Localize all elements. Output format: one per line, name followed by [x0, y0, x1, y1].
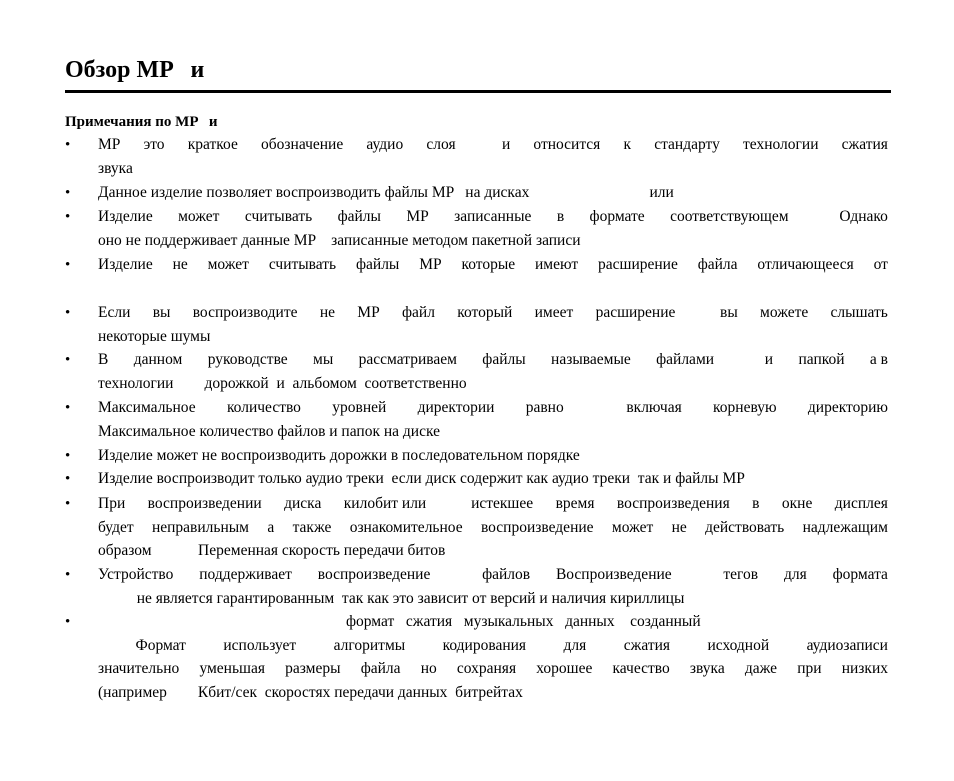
- note-line: [98, 448, 888, 464]
- note-word: уровней: [332, 399, 387, 416]
- note-word: папкой: [798, 351, 845, 368]
- note-word: сжатия: [623, 636, 671, 654]
- note-word: Воспроизведение: [555, 566, 672, 583]
- note-word: который: [457, 304, 513, 321]
- note-word: время: [555, 495, 595, 512]
- note-word: формата: [832, 566, 888, 583]
- note-word: отличающееся: [757, 256, 854, 273]
- note-word: может: [611, 518, 654, 536]
- note-word: Устройство: [98, 566, 174, 583]
- bullet-marker: •: [65, 257, 71, 273]
- note-word: Формат: [135, 636, 186, 654]
- note-word: исходной: [707, 636, 770, 654]
- note-line: [98, 614, 888, 630]
- note-word: неправильным: [151, 518, 249, 536]
- note-word: качество: [612, 660, 670, 677]
- note-word: аудио: [366, 136, 404, 153]
- note-word: не: [319, 304, 335, 321]
- note-word: соответствующем: [670, 208, 789, 225]
- page-title: Обзор MP и: [65, 57, 205, 83]
- note-word: включая: [626, 399, 682, 416]
- note-word: килобит или: [343, 495, 427, 512]
- note-line: [98, 661, 888, 677]
- note-word: вы: [720, 304, 738, 321]
- note-word: формате: [589, 208, 645, 225]
- note-word: и: [764, 351, 774, 368]
- note-text: формат сжатия музыкальных данных созданный: [98, 613, 701, 630]
- note-word: руководстве: [207, 351, 288, 368]
- note-word: В: [98, 351, 109, 368]
- note-word: MP: [406, 208, 429, 225]
- note-word: также: [292, 518, 332, 536]
- note-word: в: [752, 495, 760, 512]
- note-word: записанные: [454, 208, 532, 225]
- note-word: сохраняя: [456, 660, 517, 677]
- note-word: обозначение: [261, 136, 344, 153]
- note-word: файлы: [337, 208, 381, 225]
- bullet-marker: •: [65, 185, 71, 201]
- note-word: файл: [402, 304, 435, 321]
- note-word: считывать: [244, 208, 313, 225]
- note-word: к: [623, 136, 632, 153]
- note-word: относится: [533, 136, 601, 153]
- title-underline: [65, 90, 891, 93]
- note-word: файлов: [482, 566, 531, 583]
- note-word: имеют: [535, 256, 579, 273]
- note-line: [98, 329, 888, 345]
- note-line: [98, 305, 888, 321]
- note-word: сжатия: [841, 136, 888, 153]
- note-text: Изделие может не воспроизводить дорожки в последовательном порядке: [98, 447, 580, 464]
- note-word: диска: [284, 495, 322, 512]
- note-word: ознакомительное: [349, 518, 463, 536]
- note-line: [98, 185, 888, 201]
- note-line: [98, 257, 888, 273]
- note-line: [98, 376, 888, 392]
- bullet-marker: •: [65, 209, 71, 225]
- note-word: окне: [781, 495, 813, 512]
- note-line: [98, 209, 888, 225]
- note-text: Данное изделие позволяет воспроизводить файлы MP на дисках или: [98, 184, 674, 201]
- note-word: дисплея: [834, 495, 888, 512]
- note-word: алгоритмы: [333, 636, 406, 654]
- note-word: может: [207, 256, 249, 273]
- note-word: расширение: [598, 256, 678, 273]
- note-text: Максимальное количество файлов и папок на диске: [98, 422, 440, 440]
- bullet-marker: •: [65, 352, 71, 368]
- note-word: истекшее: [471, 495, 534, 512]
- note-word: директорию: [807, 399, 888, 416]
- note-word: низких: [841, 660, 888, 677]
- note-word: не: [172, 256, 188, 273]
- note-text: Изделие воспроизводит только аудио треки если диск содержит как аудио треки так и файлы MP: [98, 470, 745, 487]
- note-line: [98, 591, 888, 607]
- note-word: звука: [689, 660, 725, 677]
- note-word: воспроизведении: [147, 495, 262, 512]
- note-word: рассматриваем: [358, 351, 457, 368]
- section-heading: Примечания по MP и: [65, 114, 218, 130]
- note-word: для: [563, 636, 587, 654]
- note-word: корневую: [713, 399, 777, 416]
- bullet-marker: •: [65, 567, 71, 583]
- note-word: надлежащим: [802, 518, 888, 536]
- note-word: слышать: [830, 304, 888, 321]
- note-text: (например Кбит/сек скоростях передачи данных битрейтах: [98, 683, 523, 701]
- note-word: слоя: [426, 136, 456, 153]
- note-word: вы: [152, 304, 171, 321]
- note-word: Если: [98, 304, 131, 321]
- note-word: стандарту: [654, 136, 720, 153]
- note-word: файла: [360, 660, 401, 677]
- note-word: директории: [417, 399, 495, 416]
- note-line: [98, 233, 888, 249]
- bullet-marker: •: [65, 471, 71, 487]
- note-word: уменьшая: [199, 660, 265, 677]
- bullet-marker: •: [65, 305, 71, 321]
- note-word: а: [267, 518, 275, 536]
- note-word: При: [98, 495, 126, 512]
- note-word: которые: [461, 256, 516, 273]
- note-text: технологии дорожкой и альбомом соответственно: [98, 374, 467, 392]
- note-word: файлы: [482, 351, 526, 368]
- note-line: [98, 638, 888, 654]
- note-word: для: [783, 566, 807, 583]
- note-word: Изделие: [98, 208, 153, 225]
- note-word: файла: [697, 256, 738, 273]
- note-word: называемые: [551, 351, 631, 368]
- note-word: технологии: [743, 136, 819, 153]
- note-line: [98, 567, 888, 583]
- note-word: и: [501, 136, 511, 153]
- note-word: действовать: [705, 518, 785, 536]
- note-line: [98, 352, 888, 368]
- note-word: количество: [226, 399, 301, 416]
- note-word: в: [556, 208, 565, 225]
- note-line: [98, 424, 888, 440]
- note-word: воспроизведение: [317, 566, 431, 583]
- note-word: от: [873, 256, 888, 273]
- note-word: при: [797, 660, 822, 677]
- note-line: [98, 161, 888, 177]
- note-word: использует: [223, 636, 297, 654]
- note-word: Максимальное: [98, 399, 196, 416]
- note-word: можете: [760, 304, 809, 321]
- note-line: [98, 400, 888, 416]
- note-word: MP: [98, 136, 121, 153]
- note-word: кодирования: [442, 636, 527, 654]
- note-word: мы: [313, 351, 334, 368]
- note-word: воспроизведение: [480, 518, 594, 536]
- note-line: [98, 520, 888, 536]
- note-line: [98, 496, 888, 512]
- note-word: а в: [869, 351, 888, 368]
- note-word: значительно: [98, 660, 180, 677]
- note-word: MP: [419, 256, 442, 273]
- note-word: файлами: [656, 351, 715, 368]
- note-word: аудиозаписи: [806, 636, 888, 654]
- note-word: имеет: [534, 304, 574, 321]
- note-word: может: [178, 208, 220, 225]
- note-word: расширение: [595, 304, 676, 321]
- note-word: это: [143, 136, 165, 153]
- bullet-marker: •: [65, 448, 71, 464]
- note-text: звука: [98, 159, 133, 177]
- note-line: [98, 471, 888, 487]
- note-line: [98, 543, 888, 559]
- note-word: хорошее: [536, 660, 593, 677]
- note-word: будет: [98, 518, 134, 536]
- note-word: Однако: [839, 208, 888, 225]
- note-word: MP: [357, 304, 380, 321]
- note-line: [98, 685, 888, 701]
- note-word: даже: [744, 660, 778, 677]
- note-text: оно не поддерживает данные MP записанные методом пакетной записи: [98, 231, 581, 249]
- note-word: Изделие: [98, 256, 153, 273]
- note-word: данном: [133, 351, 183, 368]
- note-word: поддерживает: [199, 566, 292, 583]
- note-word: но: [420, 660, 437, 677]
- note-word: не: [671, 518, 687, 536]
- note-word: размеры: [285, 660, 341, 677]
- note-word: краткое: [187, 136, 238, 153]
- note-text: образом Переменная скорость передачи битов: [98, 542, 446, 559]
- note-word: считывать: [268, 256, 337, 273]
- note-word: равно: [525, 399, 564, 416]
- note-word: файлы: [355, 256, 400, 273]
- note-word: воспроизводите: [192, 304, 298, 321]
- bullet-marker: •: [65, 614, 71, 630]
- note-text: не является гарантированным так как это зависит от версий и наличия кириллицы: [98, 589, 685, 607]
- note-word: воспроизведения: [616, 495, 730, 512]
- bullet-marker: •: [65, 400, 71, 416]
- note-word: тегов: [723, 566, 759, 583]
- bullet-marker: •: [65, 137, 71, 153]
- note-line: [98, 137, 888, 153]
- note-text: некоторые шумы: [98, 327, 211, 345]
- bullet-marker: •: [65, 496, 71, 512]
